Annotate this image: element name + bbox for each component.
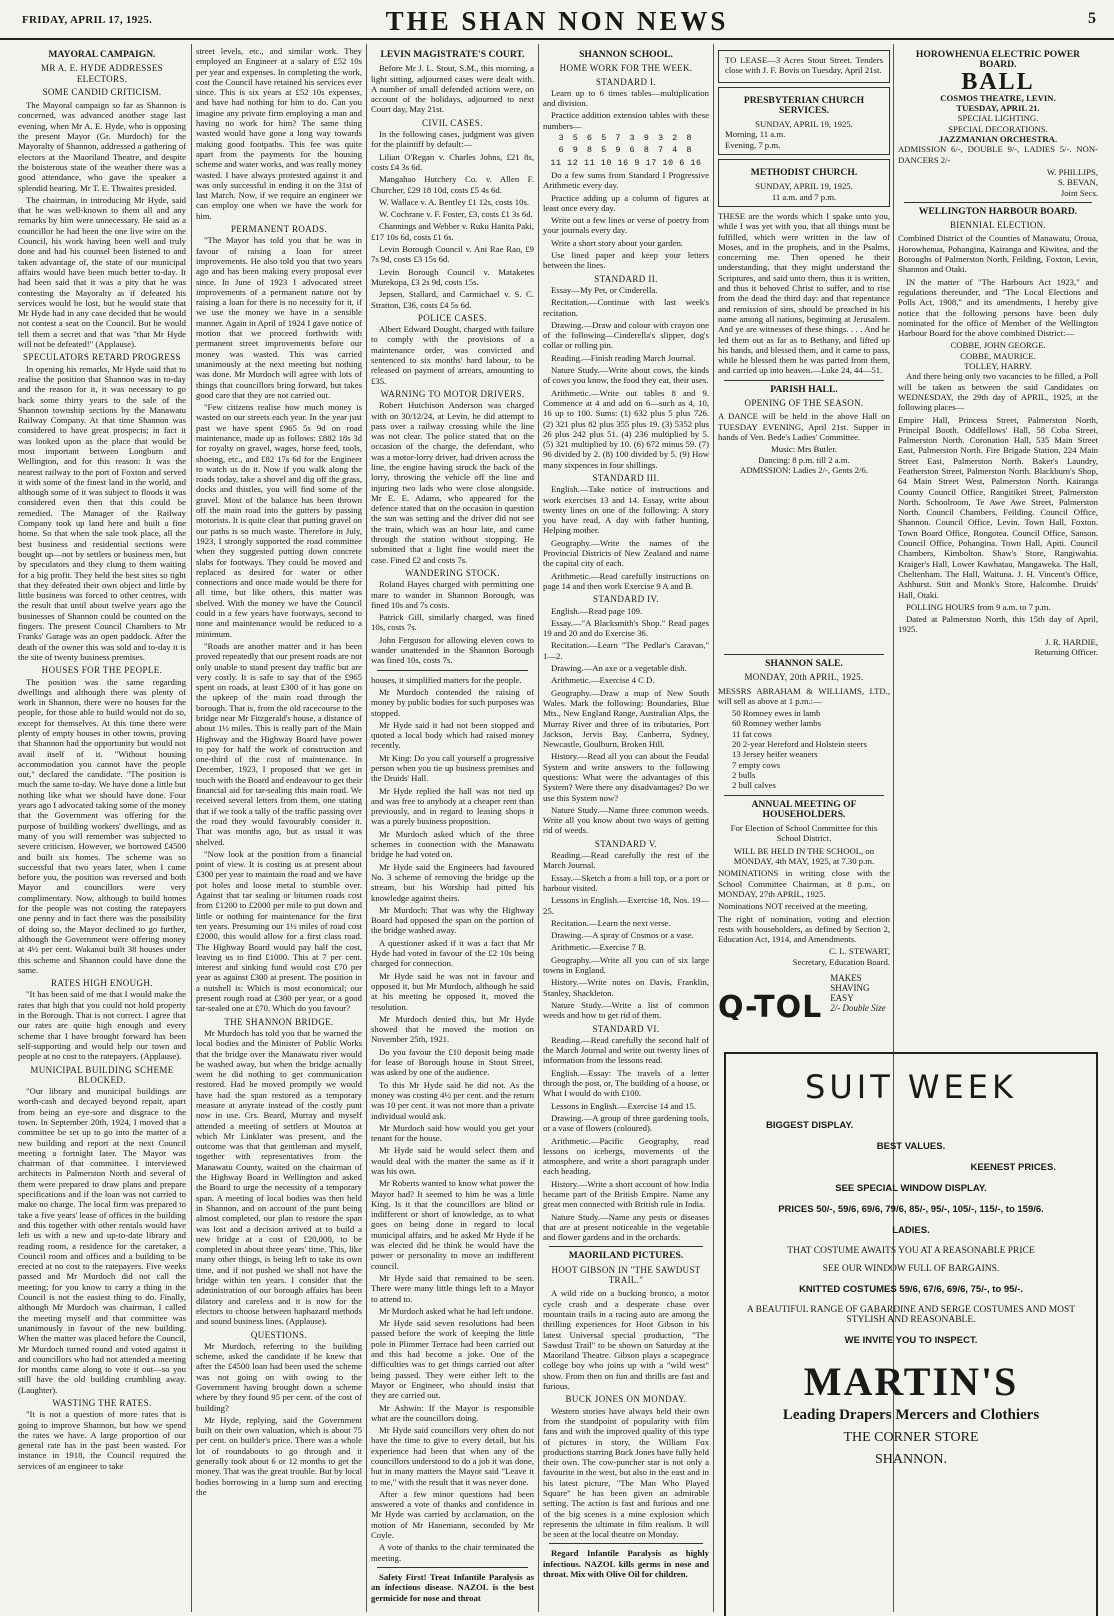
health-notice: Regard Infantile Paralysis as highly infectious. NAZOL kills germs in nose and throat. Mix with Olive Oil for children. <box>543 1548 709 1580</box>
notice-subheading: BIENNIAL ELECTION. <box>949 220 1047 231</box>
notice-text: NOMINATIONS in writing close with the School Committee Chairman, at 8 p.m., on MONDAY, 27th APRIL, 1925. <box>718 868 890 899</box>
number-row: 11 12 11 10 16 9 17 10 6 16 <box>550 157 702 168</box>
paragraph: History.—Write a short account of how India became part of the British Empire. Name any great men connected with British rule in India. <box>543 1178 709 1210</box>
divider <box>724 654 884 655</box>
article-subheading: MR A. E. HYDE ADDRESSES ELECTORS. <box>41 63 163 84</box>
paragraph: Mr King: Do you call yourself a progressive person when you tie up business premises and the Druids' Hall. <box>371 752 534 784</box>
paragraph: Mr Murdoch, referring to the building scheme, asked the candidate if he knew that after the £4500 loan had been used the scheme was not going on with owing to the Government having brought down a scheme where by they found 95 per cent. of the cost of building? <box>196 1340 362 1413</box>
paragraph: Western stories have always held their own from the standpoint of popularity with film fans and with the improved quality of this type of pictures in story, the William Fox productions starring Buck Jones have fully held their own. The cow-puncher star is not only a favourite in the west, but also in the east and in his latest picture, "The Man Who Played Square" he has been given an admirable setting. The action is fast and furious and one of the big scenes is a mine explosion which represents the ultimate in film realism. It will be seen at the local theatre on Monday. <box>543 1405 709 1540</box>
store-location: THE CORNER STORE <box>843 1430 979 1445</box>
paragraph: Mr Hyde said he was not in favour and opposed it, but Mr Murdoch, although he said at his meeting he opposed it, moved the resolution. <box>371 970 534 1012</box>
column-rule <box>366 44 367 1612</box>
paragraph: Mr Murdoch said how would you get your tenant for the house. <box>371 1122 534 1144</box>
paragraph: "It has been said of me that I would make the rates that high that you could not hold property in the Borough. That is not correct. I agree that our rates are quite high enough and every scheme that I have brought forward has been self-supporting and would help our town and people at no cost to the ratepayers. (Applause). <box>18 989 186 1062</box>
store-tagline: Leading Drapers Mercers and Clothiers <box>782 1407 1040 1423</box>
paragraph: "Our library and municipal buildings are worth-cash and decayed beyond repair, apart from being an eye-sore and disgrace to the town. In September 20th, 1924, I moved that a committee be set up to go into the matter of a new building and report at the next Council meeting a fortnight later. The Mayor was chairman of that committee. I interviewed architects in Palmerston North and several of them were prepared to draw plans and prepare specifications and if the loan was not carried to make no charge. The local firm was prepared to take a five years' lease of offices in the building and this together with other rentals would have left us with a new and up-to-date library and reading room, a residence for the caretaker, a Council room and offices and a building to be erected at no cost to the ratepayers. Five weeks passed and Mr Murdoch did not call the meeting; for you know to carry a thing in the Council is not the easiest thing to do. Finally, although Mr Murdoch was chairman, I called the meeting myself and that committee was unanimously in favour of the new building. When the matter was placed before the Council, Mr Murdoch turned round and voted against it and councillors who had not attended a meeting for months came along to vote it out—so you still have the old building crumbling away. (Laughter). <box>18 1086 186 1395</box>
paragraph: Mr Murdoch denied this, but Mr Hyde showed that he moved the motion on November 25th, 1921. <box>371 1013 534 1045</box>
notice-heading: HOROWHENUA ELECTRIC POWER BOARD. <box>915 49 1081 71</box>
tagline-word: EASY <box>830 993 854 1004</box>
signature: S. BEVAN, <box>1057 177 1098 188</box>
signature: Returning Officer. <box>1034 647 1098 658</box>
paragraph: Do a few sums from Standard I Progressive Arithmetic every day. <box>543 169 709 191</box>
number-row: 6 9 8 5 9 6 8 7 4 8 <box>558 145 694 156</box>
paragraph: A wild ride on a bucking bronco, a motor cycle crash and a desperate chase over mountain trails in a racing auto are among the thrilling experiences for Hoot Gibson in his latest Universal special production, "The Sawdust Trail" to be shown on Saturday at the Maoriland Theatre. Gibson plays a scapegrace college boy who joins up with a "wild west" show. From then on fun and thrills are fast and furious. <box>543 1288 709 1392</box>
section-heading: SPECULATORS RETARD PROGRESS <box>23 352 181 363</box>
paragraph: Arithmetic.—Read carefully instructions on page 14 and then work Exercise 9 A and B. <box>543 570 709 591</box>
paragraph: Practice adding up a column of figures at least once every day. <box>543 192 709 213</box>
paragraph: English.—Take notice of instructions and work exercises 13 and 14. Essay, write about twenty lines on one of the following: A story you have read, A day with father hunting, Helping mother. <box>543 484 709 536</box>
paragraph: Practice addition extension tables with these numbers— <box>543 110 709 131</box>
notice-text: Dancing: 8 p.m. till 2 a.m. <box>758 454 850 465</box>
article-subheading: SOME CANDID CRITICISM. <box>42 86 162 97</box>
section-heading: THE SHANNON BRIDGE. <box>224 1016 334 1027</box>
divider <box>377 1567 528 1568</box>
list-item: 7 empty cows <box>732 759 781 770</box>
paragraph: Recitation.—Learn the next verse. <box>551 917 671 928</box>
paragraph: Mr Murdoch contended the raising of money by public bodies for such purposes was stopped. <box>371 686 534 718</box>
notice-heading: SHANNON SALE. <box>765 658 843 669</box>
standard-heading: STANDARD II. <box>594 273 658 284</box>
masthead <box>0 0 1114 40</box>
paragraph: street levels, etc., and similar work. They employed an Engineer at a salary of £52 10s per year and expenses. In completing the work, cost the Council have retained his services ever since. This is six years at £52 10s expenses, and have had nothing for him to do. Can you imagine any private firm employing a man and having no work for him? The same thing wasted would have gone a long way towards making good footpaths. This fee was quite apart from the payments for the housing scheme and water works, and was really money wasted. I have always protested against it and was only successful in ending it on the 31st of last March. Now, if we require an engineer we can employ one when we have the work for him. <box>196 46 362 221</box>
list-item: 2 bulls <box>732 769 756 780</box>
paragraph: Nature Study.—Write a list of common weeds and how to get rid of them. <box>543 999 709 1021</box>
ball-date: TUESDAY, APRIL 21. <box>956 103 1040 114</box>
paragraph: Essay.—"A Blacksmith's Shop." Read pages 19 and 20 and do Exercise 36. <box>543 617 709 639</box>
paragraph: Mr Murdoch: That was why the Highway Board had opposed the span on the portion of the bridge washed away. <box>371 904 534 936</box>
notices-column <box>718 46 890 646</box>
methodist-church-notice <box>718 159 890 207</box>
paragraph: Lessons in English.—Exercise 14 and 15. <box>551 1100 697 1111</box>
advert-border <box>724 1052 1098 1616</box>
page-number: 5 <box>1088 10 1096 27</box>
paragraph: Mr Murdoch has told you that he warned the local bodies and the Minister of Public Works that the bridge over the Manawatu river would be washed away, but when the bridge actually went he did nothing to get communication restored. Had he moved promptly we would have had the span restored as a temporary measure at anyrate instead of the costly punt now in use. Crs. Beard, Murray and myself attended a meeting of settlers at Moutoa at which Mr Linklater was present, and the outcome was that that gentleman and myself, together with representatives from the Manawatu County, waited on the chairman of the Highway Board in Wellington and asked the Board to urge the necessity of a temporary span. A meeting of local bodies was then held in Shannon, and on account of the punt being almost completed, our plan to restore the span was lost and a decision arrived at to build a new bridge at a cost of £20,000, to be completed in about three years' time. This, like many other things, is being left to take its own time, and if not pushed we shall not have the bridge within ten years. I consider that the administration of our borough affairs has been dilatory and careless and it is now for the electors to choose between haphazard methods and sound business lines. (Applause). <box>196 1027 362 1327</box>
paragraph: "Roads are another matter and it has been proved repeatedly that our present roads are not only unable to stand present day traffic but are very costly. It is safe to say that of the £965 spent on roads, at least £300 of it has gone on the upkeep of the main road through the borough. That is, from the old racecourse to the bridge near Mr Fitzgerald's house, a distance of about 1½ miles. This is really part of the Main Highway and the Highway Board have power to pay for half the work of construction and one-third of the cost of maintenance. In December, 1923, I proposed that we get in touch with the Board and endeavour to get their financial aid for tar-sealing this main road. We received several letters from them, one stating that if we took a tally of the traffic passing over the road they would favourably consider it. That was months ago, but as usual it was shelved. <box>196 640 362 847</box>
public-notices-column <box>898 46 1098 1006</box>
paragraph: "It is not a question of more rates that is going to improve Shannon, but how we spend the rates we have. A large proportion of our general rate has in the past been wasted. For instance in 1918, the Council required the services of an engineer to take <box>18 1409 186 1471</box>
paragraph: Mr Hyde said he would select them and would deal with the matter the same as if it was his own. <box>371 1145 534 1176</box>
candidate-name: COBBE, JOHN GEORGE. <box>950 340 1046 351</box>
tagline-word: MAKES <box>830 973 862 984</box>
section-heading: MUNICIPAL BUILDING SCHEME BLOCKED. <box>30 1064 174 1085</box>
divider <box>549 1543 703 1544</box>
standard-heading: STANDARD V. <box>594 838 658 849</box>
paragraph: Lilian O'Regan v. Charles Johns, £21 8s, costs £4 3s 6d. <box>371 151 534 172</box>
paragraph: Mr Hyde said that remained to be seen. There were many little things left to a Mayor to attend to. <box>371 1272 534 1304</box>
standard-heading: STANDARD VI. <box>592 1023 660 1034</box>
paragraph: Lessons in English.—Exercise 18, Nos. 19—25. <box>543 895 709 916</box>
notice-text: Music: Mrs Butler. <box>771 444 837 455</box>
divider <box>724 380 884 381</box>
paragraph: Mr Roberts wanted to know what power the Mayor had? It seemed to him he was a little King. Is it that the councillors are blind or indifferent or short of knowledge, as to what goes on being done in regard to local municipal affairs, and he asked Mr Hyde if he was elected did he think he would have the power or personality to move an indifferent council. <box>371 1178 534 1271</box>
paragraph: Arithmetic.—Pacific Geography, read lessons on icebergs, movements of the atmosphere, and write a short paragraph under each heading. <box>543 1135 709 1177</box>
paragraph: Do you favour the £10 deposit being made for lease of Borough house in Stout Street, was asked by one of the audience. <box>371 1046 534 1078</box>
paragraph: Mr Murdoch asked what he had left undone. <box>379 1305 534 1316</box>
notice-text: WILL BE HELD IN THE SCHOOL, on MONDAY, 4th MAY, 1925, at 7.30 p.m. <box>733 845 875 867</box>
paragraph: Drawing.—Draw and colour with crayon one of the following—Cinderella's slipper, dog's collar or rolling pin. <box>543 319 709 351</box>
paragraph: Essay—My Pet, or Cinderella. <box>551 284 658 295</box>
polling-places: Empire Hall, Princess Street, Palmerston North, Principal Booth. Oddfellows' Hall, 58 Coba Street, Palmerston North. Coronation Hall, 535 Main Street East, Palmerston North. Fire Brigade Station, 224 Main Street East, Palmerston North. Baker's Laundry, Featherston Street, Palmerston North. Blackburn's Shop, 64 Main Street West, Palmerston North. Kairanga County Council Office, Rangitikei Street, Palmerston North. Schoolroom, Te Awe Awe Street, Palmerston North. Council Chambers, Feilding. Council Office, Shannon. Council Office, Levin. Town Hall, Foxton. Town Board Office, Rongotea. Council Office, Sanson. Council Office, Pohangina. Town Hall, Apiti. Council Chambers, Kimbolton. Shaw's Store, Rangiwahia. Kraiger's Hall, Lower Kawhatau, Mangaweka. The Hall, Cheltenham. The Hall, Waituna. J. H. Vincent's Office, Ashhurst. Stitt and Monk's Store, Halcombe. Druids' Hall, Otaki. <box>898 414 1098 600</box>
paragraph: In the following cases, judgment was given for the plaintiff by default:— <box>371 129 534 150</box>
paragraph: Drawing.—A spray of Cosmos or a vase. <box>551 930 694 941</box>
standard-heading: STANDARD III. <box>592 472 660 483</box>
notice-subheading: OPENING OF THE SEASON. <box>744 398 864 409</box>
advert-line: SEE OUR WINDOW FULL OF BARGAINS. <box>822 1264 1000 1274</box>
list-item: 11 fat cows <box>732 728 772 739</box>
section-heading: BUCK JONES ON MONDAY. <box>565 1394 687 1405</box>
article-heading: SHANNON SCHOOL. <box>579 49 673 60</box>
ball-title: BALL <box>961 68 1035 95</box>
section-heading: POLICE CASES. <box>417 312 488 323</box>
paragraph: Nature Study.—Write about cows, the kinds of cows you know, the food they eat, their uses. <box>543 365 709 386</box>
signature: J. R. HARDIE, <box>1045 636 1098 647</box>
standard-heading: STANDARD I. <box>595 76 657 87</box>
advert-line: LADIES. <box>892 1225 930 1236</box>
paragraph: Nature Study.—Name three common weeds. Write all you know about two ways of getting rid of weeds. <box>543 804 709 836</box>
service-time: Morning, 11 a.m. <box>725 129 786 140</box>
list-item: 2 bull calves <box>732 780 776 791</box>
advert-line: KEENEST PRICES. <box>970 1162 1056 1173</box>
signature: Joint Secs. <box>1060 187 1098 198</box>
notice-text: TO LEASE—3 Acres Stout Street. Tenders close with J. F. Bovis on Tuesday, April 21st. <box>725 55 883 76</box>
column-rule <box>713 44 714 1612</box>
paragraph: houses, it simplified matters for the people. <box>371 674 522 685</box>
qtol-tagline <box>830 973 886 1013</box>
paragraph: "Now look at the position from a financial point of view. It is costing us at present about £300 per year to maintain the road and we have pot holes and loose metal to stumble over. Against that tar sealing or bitumen roads cost from £1200 to £2000 per mile to put down and little or nothing for maintenance for the first ten years. Presuming our 1½ miles of road cost £2000, this would allow for a first class road. The Highway Board would pay half the cost, leaving us to find £1000. This at 7 per cent. interest and sinking fund would cost £70 per year as against £300 at present. The position in a nutshell is: Which is most economical; our present rough road at £300 per year, or a good tar-sealed one at £70. Which do you favour? <box>196 848 362 1014</box>
advert-line: THAT COSTUME AWAITS YOU AT A REASONABLE PRICE <box>787 1246 1035 1256</box>
paragraph: Albert Edward Dought, charged with failure to comply with the provisions of a maintenance order, was convicted and sentenced to six months' hard labour, to be released on payment of arrears, amounting to £35. <box>371 324 534 386</box>
ball-price: ADMISSION 6/-, DOUBLE 9/-, LADIES 5/-. NON-DANCERS 2/- <box>898 144 1098 165</box>
paragraph: Mangahao Hutchery Co. v. Allen F. Churcher, £29 18 10d, costs £5 4s 6d. <box>371 174 534 195</box>
section-heading: PERMANENT ROADS. <box>230 224 328 235</box>
article-heading: MAYORAL CAMPAIGN. <box>48 49 156 60</box>
paragraph: Jepsen, Stallard, and Carmichael v. S. C. Stratton, £36, costs £4 5s 6d. <box>371 289 534 310</box>
paragraph: W. Wallace v. A. Bentley £1 12s, costs 10s. <box>379 196 530 207</box>
tagline-word: SHAVING <box>830 983 870 994</box>
paragraph: "Few citizens realise how much money is wasted on our streets each year. In the year just past we have spent £965 5s 9d on road maintenance, made up as follows: £882 18s 3d for royalty on gravel, wages, horse feed, tools, shoeing, etc., and £82 17s 6d for the Engineer to watch us do it. Now if you walk along the roads today, take a shovel and dig off the grass, docks and thistles, you will find some of the gravel. Most of the balance has been thrown off the main road into the gutters by passing motorists. It is quite clear that putting gravel on our paths is so much waste. Therefore in July, 1923, I strongly supported the road committee when they suggested putting down concrete slabs for footways. They could be moved and replaced as desired for water or other connections and once made would be there for all time, but like others, this matter was shelved. With the money we have the Council could in a few years have footways, second to none and maintenance would be reduced to a minimum. <box>196 402 362 639</box>
paragraph: Write a short story about your garden. <box>551 237 684 248</box>
paragraph: Reading.—Read carefully the rest of the March Journal. <box>543 850 709 871</box>
sale-items <box>718 708 890 790</box>
notice-text: IN the matter of "The Harbours Act 1923," and regulations thereunder, and "The Local Elections and Polls Act, 1908," and its amendments, I hereby give notice that the following persons have been duly nominated for the office of Member of the Wellington Harbour Board for the above combined District:— <box>898 276 1098 339</box>
paragraph: Mr Hyde, replying, said the Government built on their own valuation, which is about 75 per cent. on builder's price. There was a whole lot of roundabouts to go through and it generally took about 6 or 12 months to get the money. That was the great trouble. But by local bodies borrowing in a lump sum and erecting the <box>196 1414 362 1497</box>
paragraph: Drawing.—A group of three gardening tools, or a vase of flowers (coloured). <box>543 1112 709 1134</box>
paragraph: Reading.—Finish reading March Journal. <box>551 352 696 363</box>
paragraph: Mr Hyde replied the hall was not tied up and was free to anybody at a cheaper rent than previously, and in regard to leasing shops it was a purely business proposition. <box>371 785 534 827</box>
paragraph: Geography.—Write the names of the Provincial Districts of New Zealand and name the capital city of each. <box>543 537 709 569</box>
notice-text: Nominations NOT received at the meeting. <box>718 901 868 912</box>
notice-text: ADMISSION: Ladies 2/-, Gents 2/6. <box>740 464 868 475</box>
paragraph: A vote of thanks to the chair terminated the meeting. <box>371 1542 534 1563</box>
paragraph: Mr Hyde said seven resolutions had been passed before the work of keeping the little pole in Plimmer Terrace had been carried out and this had become a joke. One of the difficulties was to get things carried out after being passed. They were either left to the Mayor or Engineer, who should insist that they are carried out. <box>371 1318 534 1401</box>
notice-heading: PRESBYTERIAN CHURCH SERVICES. <box>743 94 865 116</box>
paragraph: Recitation.—Continue with last week's recitation. <box>543 297 709 318</box>
paragraph: After a few minor questions had been answered a vote of thanks and confidence in Mr Hyde was carried by acclamation, on the motion of Mr Hanemann, seconded by Mr Coyle. <box>371 1488 534 1541</box>
notice-heading: ANNUAL MEETING OF HOUSEHOLDERS. <box>751 798 857 820</box>
paragraph: Levin Borough Council v. Mataketes Murekopa, £3 2s 9d, costs 15s. <box>371 266 534 287</box>
notice-heading: PARISH HALL. <box>770 383 838 395</box>
paragraph: Robert Hutchison Anderson was charged with on 30/12/24, at Levin, he did attempt to pass over a railway crossing while the line was not clear. The police stated that on the occasion of the charge, the defendant, who was a motor-lorry driver, had driven across the line, the engine having struck the back of the lorry, throwing the vehicle off the line and injuring two lads who were close alongside. Mr E. E. Adams, who appeared for the defence stated that on the occasion in question the sun was setting and the driver did not see the train, which was an hour late, and came through the station without stopping. He submitted that a light fine would meet the case. Fined £2 and costs 7s. <box>371 400 534 565</box>
notice-text: For Election of School Committee for this School District. <box>730 823 878 844</box>
paragraph: Mr Murdoch asked which of the three schemes in connection with the Manawatu bridge he had voted on. <box>371 828 534 860</box>
advert-line: SEE SPECIAL WINDOW DISPLAY. <box>835 1183 987 1194</box>
martins-suit-week-advert <box>724 1040 1098 1606</box>
article-mayoral-campaign-continued <box>196 46 362 1611</box>
paragraph: Mr Hyde said it had not been stopped and quoted a local body which had raised money recently. <box>371 719 534 751</box>
paragraph: Mr Hyde said councillors very often do not have the time to give to every detail, but his experience had been that when any of the councillors understood to do a job it was done, but in many matters the Mayor said "Leave it to me," with the result that it was never done. <box>371 1425 534 1487</box>
paragraph: To this Mr Hyde said he did not. As the money was costing 4½ per cent. and the return was 10 per cent. it was not more than a private individual would ask. <box>371 1079 534 1121</box>
presbyterian-church-notice <box>718 87 890 155</box>
section-heading: WANDERING STOCK. <box>405 567 500 578</box>
notice-date: SUNDAY, APRIL 19, 1925. <box>755 119 853 130</box>
paragraph: Write out a few lines or verse of poetry from your journals every day. <box>543 215 709 236</box>
advert-line: A BEAUTIFUL RANGE OF GABARDINE AND SERGE COSTUMES AND MOST STYLISH AND REASONABLE. <box>746 1305 1076 1325</box>
article-subheading: HOME WORK FOR THE WEEK. <box>559 63 693 74</box>
ball-detail: SPECIAL LIGHTING. <box>957 113 1039 124</box>
advert-title: SUIT WEEK <box>805 1068 1017 1106</box>
list-item: 20 2-year Hereford and Holstein steers <box>732 739 867 750</box>
notice-text: Combined District of the Counties of Manawatu, Oroua, Horowhenua, Pohangina, Kairanga and Kiwitea, and the Boroughs of Palmerston North, Feilding, Foxton, Levin, Shannon and Otaki. <box>898 233 1098 275</box>
paragraph: Arithmetic.—Write out tables 8 and 9. Commence at 4 and add on 6—such as 4, 10, 16 up to 100. Sums: (1) 632 plus 5 plus 726. (2) 321 plus 82 plus 355 plus 19. (3) 5352 plus 26 plus 242 plus 51. (4) 236 multiplied by 5. (5) 321 multiplied by 10. (6) 672 minus 59. (7) 96 divided by 2. (8) 100 divided by 5. (9) How many sixpences in four shillings. <box>543 387 709 470</box>
section-heading: WASTING THE RATES. <box>52 1398 152 1408</box>
article-subheading: HOOT GIBSON IN "THE SAWDUST TRAIL." <box>551 1264 701 1286</box>
article-heading: MAORILAND PICTURES. <box>568 1250 684 1262</box>
newspaper-title: THE SHAN NON NEWS <box>385 6 729 36</box>
signature: Secretary, Education Board. <box>792 956 890 967</box>
paragraph: Channings and Webber v. Ruku Hanita Paki, £17 10s 6d, costs £1 6s. <box>371 221 534 242</box>
paragraph: John Ferguson for allowing eleven cows to wander unattended in the Shannon Borough was fined 10s, costs 7s. <box>371 634 534 666</box>
advert-prices: PRICES 50/-, 59/6, 69/6, 79/6, 85/-, 95/-, 105/-, 115/-, to 159/6. <box>778 1204 1044 1215</box>
paragraph: Patrick Gill, similarly charged, was fined 10s, costs 7s. <box>371 612 534 633</box>
notice-text: POLLING HOURS from 9 a.m. to 7 p.m. <box>906 601 1051 612</box>
article-heading: LEVIN MAGISTRATE'S COURT. <box>380 49 525 60</box>
section-heading: WARNING TO MOTOR DRIVERS. <box>380 388 525 399</box>
paragraph: Nature Study.—Name any pests or diseases that are at present noticeable in the vegetable and flower gardens and in the orchards. <box>543 1211 709 1243</box>
list-item: 50 Romney ewes in lamb <box>732 708 821 719</box>
divider <box>377 670 528 671</box>
paragraph: In opening his remarks, Mr Hyde said that to realise the position that Shannon was in to-day and the reason for it, it was necessary to go back some thirty years to the sale of the Shannon township sections by the Manawatu Railway Company. At that time Shannon was considered to have great prospects; in fact it was looked upon as the place that would be most important between Longburn and Wellington, and for this reason: It was the nearest railway to the port of Foxton and served it with some of the finest land in the world, and although some of it was subject to floods it was considered even then that this could be remedied. The Manager of the Railway Company took up land here and built a fine home. So that when the sale took place, all the best business and residential sections were bought up—not by settlers or business men, but by speculators and they clung to them waiting for a big profit. They held the best sites so tight that they defeated their own object and little by little business was forced to other centres, with the result that until about twelve years ago the businesses of Shannon could be counted on the fingers. The present Council Chambers to Mr Franks' Garage was an open paddock. After the death of the owner this was sold and to-day it is the site of twenty business premises. <box>18 363 186 662</box>
paragraph: Mr Ashwin: If the Mayor is responsible what are the councillors doing. <box>371 1402 534 1423</box>
paragraph: Arithmetic.—Exercise 4 C D. <box>551 675 655 686</box>
signature: C. L. STEWART, <box>829 946 890 957</box>
paragraph: The Mayoral campaign so far as Shannon is concerned, was advanced another stage last evening, when Mr A. E. Hyde, who is opposing the present Mayor (Gr. Murdoch) for the Mayoralty of Shannon, addressed a gathering of electors at the Maoriland Theatre, and despite the boisterous state of the weather there was a good attendance, who gave the speaker a splendid hearing. Mr T. E. Thwaites presided. <box>18 100 186 193</box>
section-heading: CIVIL CASES. <box>422 117 483 128</box>
store-name: MARTIN'S <box>803 1359 1019 1404</box>
ball-venue: COSMOS THEATRE, LEVIN. <box>940 92 1056 103</box>
paragraph: Geography.—Write all you can of six large towns in England. <box>543 954 709 976</box>
advert-prices: KNITTED COSTUMES 59/6, 67/6, 69/6, 75/-, to 95/-. <box>799 1284 1023 1295</box>
standard-heading: STANDARD IV. <box>593 594 659 605</box>
paragraph: Essay.—Sketch a from a hill top, or a port or harbour visited. <box>543 872 709 893</box>
paragraph: Roland Hayes charged with permitting one mare to wander in Shannon Borough, was fined 10s and 7s costs. <box>371 579 534 610</box>
paragraph: The position was the same regarding dwellings and although there was plenty of work in Shannon, there were no houses for the people, for those able to build would not do so, except for themselves. At this time there were plenty of empty houses in other towns, proving that Shannon had the opportunity but would not avail itself of it. "Without housing accommodation you cannot have the people out," declared the candidate. "The position is much the same to-day. We have done a little but nothing like what we should have done. Four years ago I advocated taking some of the money that the Government was offering for the purpose of building workers' dwellings, and as many of you will remember was subjected to severe criticism. However, we borrowed £4500 and built six homes. The scheme was so successful that two years later, when I came before you, the position was reversed and both Mayor and councillors were very complimentary. Now, although to build homes for the people was not costing the ratepayers one penny and in fact there was the possibility of doing so, the Mayor declined to go further, although the Government were offering money at 4½ per cent. Wakanui built 38 houses under this scheme and Shannon could have done the same. <box>18 676 186 975</box>
paragraph: Reading.—Read carefully the second half of the March Journal and write out twenty lines of information from the lessons read. <box>543 1034 709 1066</box>
issue-date: FRIDAY, APRIL 17, 1925. <box>22 14 153 26</box>
paragraph: Learn up to 6 times tables—multiplication and division. <box>543 87 709 109</box>
notice-text: And there being only two vacancies to be filled, a Poll will be taken as between the said Candidates on WEDNESDAY, the 29th day of APRIL, 1925, at the following places— <box>898 371 1098 413</box>
ball-orchestra: JAZZMANIAN ORCHESTRA. <box>938 134 1058 145</box>
signature: W. PHILLIPS, <box>1046 166 1098 177</box>
candidate-name: COBBE, MAURICE. <box>960 350 1036 361</box>
tagline-price: 2/- Double Size <box>830 1003 886 1014</box>
list-item: 60 Romney wether lambs <box>732 718 822 729</box>
paragraph: Recitation.—Learn "The Pedlar's Caravan," 1—2. <box>543 640 709 661</box>
column-rule <box>538 44 539 1612</box>
paragraph: Use lined paper and keep your letters between the lines. <box>543 250 709 271</box>
scripture-passage: THESE are the words which I spake unto you, while I was yet with you, that all things must be fulfilled, which were written in the law of Moses, and in the prophets, and in the Psalms, concerning me. Then opened he their understanding, that they might understand the Scriptures, and said unto them, thus it is written, and thus it behoved Christ to suffer, and to rise from the dead the third day: and that repentance and remission of sins, should be preached in his name among all nations, beginning at Jerusalem. And ye are witnesses of these things. . . . And he led them out as far as to Bethany, and lifted up his hands, and blessed them, and it came to pass, while he blessed them he was parted from them, and carried up into heaven.—Luke 24, 44—51. <box>718 210 890 376</box>
notices-column-lower <box>718 650 890 1020</box>
notice-date: MONDAY, 20th APRIL, 1925. <box>744 672 864 683</box>
paragraph: A questioner asked if it was a fact that Mr Hyde had voted in favour of the £2 10s being charged for connection. <box>371 937 534 969</box>
ball-detail: SPECIAL DECORATIONS. <box>948 123 1048 134</box>
paragraph: English.—Essay: The travels of a letter through the post, or, The building of a house, or What I would do with £100. <box>543 1067 709 1099</box>
section-heading: QUESTIONS. <box>250 1329 308 1340</box>
list-item: 13 Jersey heifer weaners <box>732 749 818 760</box>
service-time: Evening, 7 p.m. <box>725 139 781 150</box>
paragraph: W. Cochrane v. F. Foster, £3, costs £1 3s 6d. <box>379 209 533 220</box>
paragraph: Drawing.—An axe or a vegetable dish. <box>551 663 687 674</box>
divider <box>904 202 1092 203</box>
paragraph: Before Mr J. L. Stout, S.M., this morning, a light sitting, adjourned cases were dealt with. A number of small defended actions were, on account of the holidays, adjourned to next Court day, May 21st. <box>371 63 534 115</box>
paragraph: Geography.—Draw a map of New South Wales. Mark the following: Boundaries, Blue Mts., New England Range, Australian Alps, the Murray River and three of its tributaries, Port Jackson, Jervis Bay, Canberra, Sydney, Newcastle, Goulburn, Broken Hill. <box>543 687 709 750</box>
column-rule <box>191 44 192 1612</box>
advert-line: WE INVITE YOU TO INSPECT. <box>844 1335 978 1346</box>
article-mayoral-campaign <box>18 46 186 1611</box>
notice-text: MESSRS ABRAHAM & WILLIAMS, LTD., will sell as above at 1 p.m.:— <box>718 685 890 706</box>
article-magistrates-court <box>371 46 534 1611</box>
notice-heading: METHODIST CHURCH. <box>750 167 858 179</box>
notice-text: The right of nomination, voting and election rests with householders, as defined by Section 2, Education Act, 1914, and Amendments. <box>718 913 890 945</box>
notice-text: Dated at Palmerston North, this 15th day of April, 1925. <box>898 614 1098 635</box>
service-time: 11 a.m. and 7 p.m. <box>771 191 837 202</box>
section-heading: RATES HIGH ENOUGH. <box>51 978 153 989</box>
notice-date: SUNDAY, APRIL 19, 1925. <box>755 181 853 192</box>
paragraph: History.—Write notes on Davis, Franklin, Stanley, Shackleton. <box>543 977 709 998</box>
to-lease-notice <box>718 50 890 83</box>
qtol-advert <box>718 973 890 1020</box>
divider <box>549 1246 703 1247</box>
candidate-name: TOLLEY, HARRY. <box>964 361 1032 372</box>
paragraph: Mr Hyde said the Engineers had favoured No. 3 scheme of removing the bridge up the stream, but his Worship had pitted his knowledge against theirs. <box>371 861 534 903</box>
health-notice: Safety First! Treat Infantile Paralysis as an infectious disease. NAZOL is the best germicide for nose and throat <box>371 1571 534 1603</box>
paragraph: "The Mayor has told you that he was in favour of raising a loan for street improvements. He also told you that two years ago and has been making every proposal ever since. In June of 1923 I advocated street improvements of a permanent nature not by raising a loan for there is no necessity for it, if we use the money we have in a sensible manner. Again in April of 1924 I gave notice of motion that we proceed forthwith with permanent street improvements before our money was wasted. This was carried unanimously at the next meeting but nothing was done. Mr Murdoch will agree with lots of things that councillors bring forward, but takes good care that they are not carried out. <box>196 235 362 400</box>
notice-text: A DANCE will be held in the above Hall on TUESDAY EVENING, April 21st. Supper in hands of Ven. Bede's Ladies' Committee. <box>718 411 890 442</box>
paragraph: History.—Read all you can about the Feudal System and write answers to the following questions: What were the advantages of this System? Were there any disadvantages? Do we use this System now? <box>543 751 709 803</box>
notice-heading: WELLINGTON HARBOUR BOARD. <box>918 205 1078 217</box>
store-town: SHANNON. <box>875 1452 947 1467</box>
paragraph: English.—Read page 109. <box>551 605 643 616</box>
article-shannon-school <box>543 46 709 1611</box>
paragraph: Arithmetic.—Exercise 7 B. <box>551 942 647 953</box>
paragraph: The chairman, in introducing Mr Hyde, said that he was well-known to them all and any remarks by him were unnecessary. He said as a councillor he had been the one live wire on the Council, his work having been well and truly done and had his counsel been listened to and taken advantage of, the state of our municipal affairs would have been much better to-day. It had been said that it was a pity that he was contesting the Mayoralty as if defeated his services would be lost, but he would state that Mr Hyde had in any case decided that he would not contest a seat on the Council. But he would tell them a secret and that was "that Mr Hyde will not be defeated!" (Applause). <box>18 194 186 350</box>
section-heading: HOUSES FOR THE PEOPLE. <box>41 665 163 676</box>
qtol-logo: Q-TOL <box>718 989 823 1020</box>
paragraph: Levin Borough Council v. Ani Rae Rao, £9 7s 9d, costs £3 15s 6d. <box>371 244 534 265</box>
divider <box>724 795 884 796</box>
number-row: 3 5 6 5 7 3 9 3 2 8 <box>558 133 694 144</box>
advert-line: BIGGEST DISPLAY. <box>766 1120 854 1131</box>
advert-line: BEST VALUES. <box>876 1141 946 1152</box>
